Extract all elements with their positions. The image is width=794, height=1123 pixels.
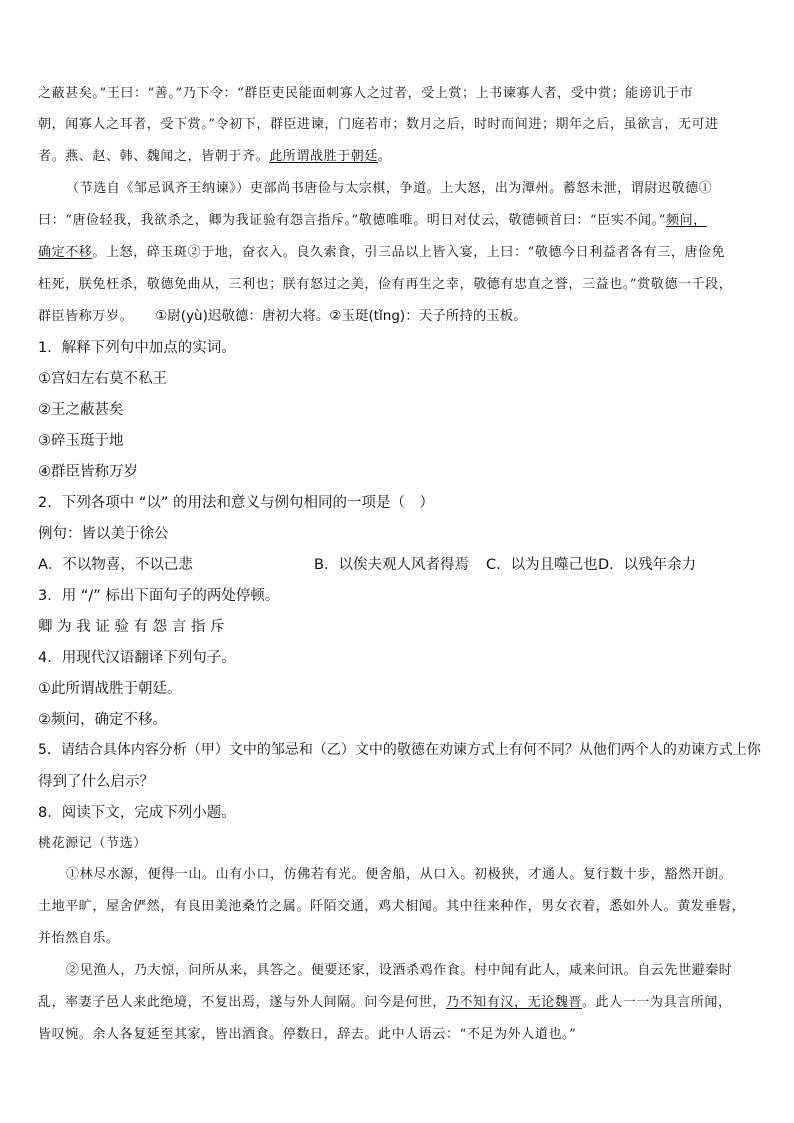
taohua-p2-line-4: 皆叹惋。余人各复延至其家，皆出酒食。停数日，辞去。此中人语云：“不足为外人道也。”	[38, 1027, 577, 1042]
taohua-p1-line-2: 土地平旷，屋舍俨然，有良田美池桑竹之属。阡陌交通，鸡犬相闻。其中往来种作，男女衣着，悉如外人。黄发垂髫，	[38, 899, 746, 914]
taohua-p1-line-1: ①林尽水源，便得一山。山有小口，仿佛若有光。便舍船，从口入。初极狭，才通人。复行数十步，豁然开朗。	[66, 867, 733, 882]
question-5-line-1: 5．请结合具体内容分析（甲）文中的邹忌和（乙）文中的敬德在劝谏方式上有何不同？从他们两个人的劝谏方式上你	[38, 742, 761, 758]
question-8: 8．阅读下文，完成下列小题。	[38, 805, 236, 821]
taohua-title: 桃花源记（节选）	[38, 836, 147, 851]
q2-option-d: D．以残年余力	[598, 557, 697, 573]
q1-item-a: ①宫妇左右莫不私王	[38, 371, 167, 387]
taohua-p2-line-2: 乱，率妻子邑人来此绝境，不复出焉，遂与外人间隔。问今是何世，乃不知有汉，无论魏晋。此人一一为具言所闻，	[38, 995, 732, 1010]
jia-line-2: 朝，闻寡人之耳者，受下赏。”令初下，群臣进谏，门庭若市；数月之后，时时而间进；期年之后，虽欲言，无可进	[38, 117, 719, 132]
yi-line-5: 群臣皆称万岁。 ①尉(yù)迟敬德：唐初大将。②玉珽(tǐng)：天子所持的玉板。	[38, 308, 527, 324]
question-2: 2．下列各项中 “以” 的用法和意义与例句相同的一项是（ ）	[38, 495, 434, 511]
q1-item-d: ④群臣皆称万岁	[38, 464, 138, 480]
footnote: ①尉(yù)迟敬德：唐初大将。②玉珽(tǐng)：天子所持的玉板。	[155, 308, 527, 324]
q2-option-c: C．以为且噬己也	[486, 557, 598, 573]
taohua-p2-line-1: ②见渔人，乃大惊，问所从来，具答之。便要还家，设酒杀鸡作食。村中闻有此人，咸来问讯。自云先世避秦时	[66, 963, 733, 978]
question-5-line-2: 得到了什么启示？	[38, 774, 154, 790]
yi-line-3: 确定不移。上怒，碎玉斑②于地，奋衣入。良久索食，引三品以上皆入宴，上曰：“敬德今日利益者各有三，唐俭免	[38, 245, 726, 260]
q2-option-a: A．不以物喜，不以己悲	[38, 557, 193, 573]
question-1: 1．解释下列句中加点的实词。	[38, 340, 236, 356]
q3-sentence: 卿 为 我 证 验 有 怨 言 指 斥	[38, 619, 225, 635]
question-3: 3．用 “/” 标出下面句子的两处停顿。	[38, 588, 280, 604]
q2-example: 例句：皆以美于徐公	[38, 526, 169, 542]
q1-item-b: ②王之蔽甚矣	[38, 402, 124, 418]
underlined-phrase: 乃不知有汉，无论魏晋	[446, 995, 583, 1010]
taohua-p1-line-3: 并怡然自乐。	[38, 931, 120, 946]
jia-line-3: 者。燕、赵、韩、魏闻之，皆朝于齐。此所谓战胜于朝廷。	[38, 149, 392, 164]
underlined-phrase: 此所谓战胜于朝廷	[269, 149, 379, 164]
underlined-phrase: 频问，	[665, 213, 707, 228]
q1-item-c: ③碎玉珽于地	[38, 433, 124, 449]
yi-line-1: （节选自《邹忌讽齐王纳谏》）吏部尚书唐俭与太宗棋，争道。上大怒，出为潭州。蓄怒未泄，谓尉迟敬德①	[66, 181, 713, 196]
q2-option-b: B．以俟夫观人风者得焉	[314, 557, 469, 573]
yi-line-2: 曰：“唐俭轻我，我欲杀之，卿为我证验有怨言指斥。”敬德唯唯。明日对仗云，敬德顿首曰：“臣实不闻。”频问，	[38, 213, 707, 228]
question-4: 4．用现代汉语翻译下列句子。	[38, 650, 236, 666]
q4-item-a: ①此所谓战胜于朝廷。	[38, 681, 182, 697]
q2-options	[0, 553, 794, 577]
yi-line-4: 枉死，朕免枉杀，敬德免曲从，三利也；朕有怒过之美，俭有再生之幸，敬德有忠直之誉，三益也。”赏敬德一千段，	[38, 277, 733, 292]
jia-line-1: 之蔽甚矣。”王曰：“善。”乃下令：“群臣吏民能面刺寡人之过者，受上赏；上书谏寡人者，受中赏；能谤讥于市	[38, 86, 694, 101]
underlined-phrase: 确定不移	[38, 245, 93, 260]
q4-item-b: ②频问，确定不移。	[38, 712, 167, 728]
